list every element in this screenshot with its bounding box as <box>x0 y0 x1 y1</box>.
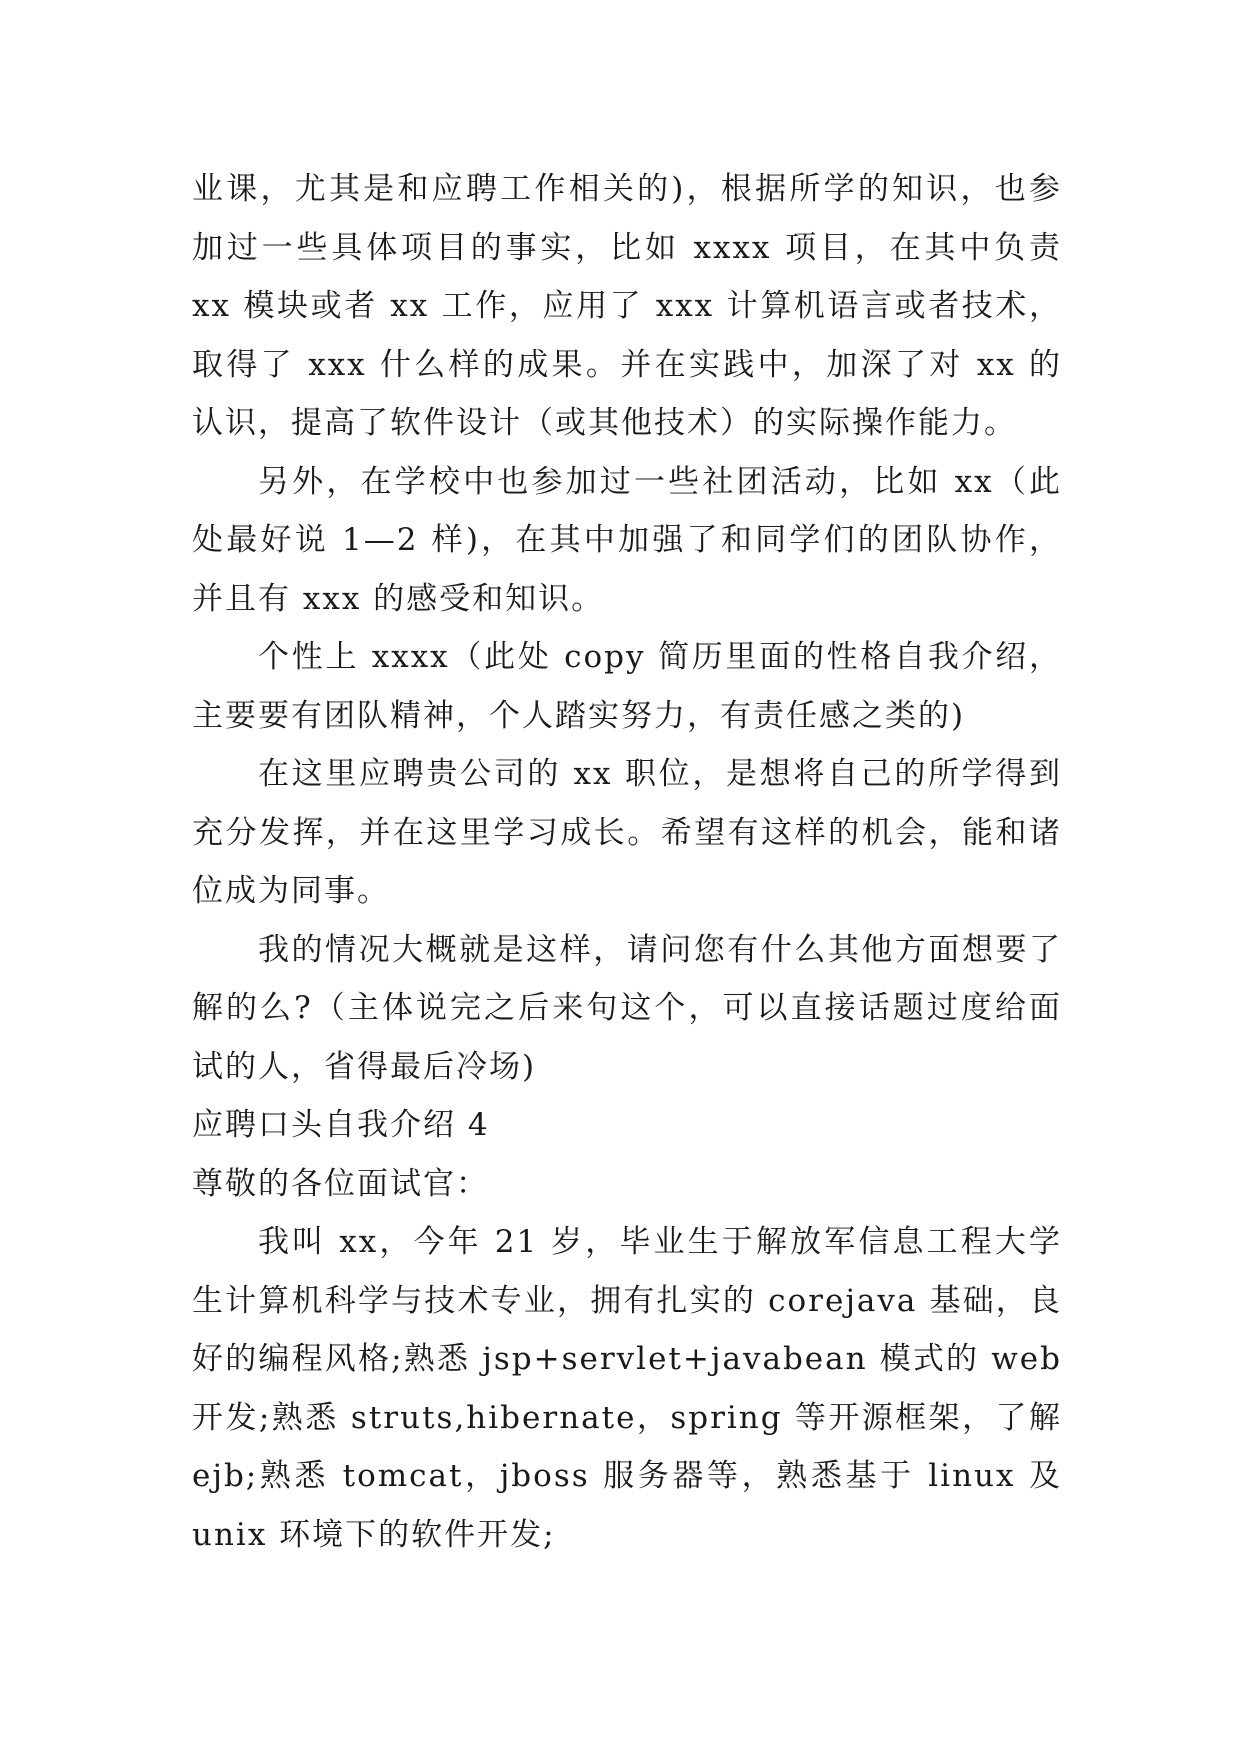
section-title: 应聘口头自我介绍 4 <box>192 1107 490 1143</box>
paragraph-project-experience: 业课，尤其是和应聘工作相关的)，根据所学的知识，也参加过一些具体项目的事实，比如 xxxx 项目，在其中负责 xx 模块或者 xx 工作，应用了 xxx 计算机语言或者技术，取得了 xxx 什么样的成果。并在实践中，加深了对 xx 的认识，提高了软件设计（或其他技术）的实际操作能力。 <box>192 171 1062 441</box>
paragraph-application-goal: 在这里应聘贵公司的 xx 职位，是想将自己的所学得到充分发挥，并在这里学习成长。希望有这样的机会，能和诸位成为同事。 <box>192 756 1062 909</box>
document-body <box>192 160 1062 1564</box>
paragraph-club-activities: 另外，在学校中也参加过一些社团活动，比如 xx（此处最好说 1—2 样)，在其中加强了和同学们的团队协作，并且有 xxx 的感受和知识。 <box>192 463 1062 617</box>
paragraph-closing-question: 我的情况大概就是这样，请问您有什么其他方面想要了解的么?（主体说完之后来句这个，可以直接话题过度给面试的人，省得最后冷场) <box>192 931 1062 1085</box>
salutation: 尊敬的各位面试官： <box>192 1165 489 1202</box>
paragraph-personality: 个性上 xxxx（此处 copy 简历里面的性格自我介绍，主要要有团队精神，个人踏实努力，有责任感之类的) <box>192 639 1062 734</box>
paragraph-self-introduction: 我叫 xx，今年 21 岁，毕业生于解放军信息工程大学生计算机科学与技术专业，拥有扎实的 corejava 基础，良好的编程风格;熟悉 jsp+servlet+javabean 模式的 web 开发;熟悉 struts,hibernate，spring 等开源框架，了解 ejb;熟悉 tomcat，jboss 服务器等，熟悉基于 linux 及 unix 环境下的软件开发; <box>192 1224 1062 1553</box>
